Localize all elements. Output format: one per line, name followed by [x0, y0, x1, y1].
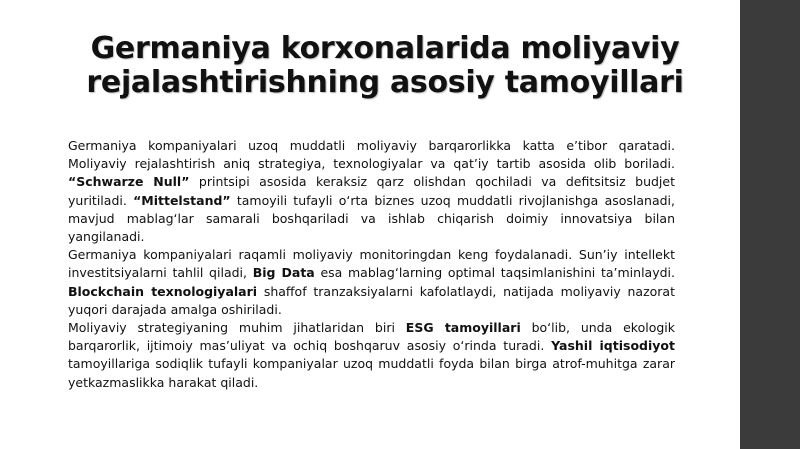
- side-bar: [740, 0, 800, 449]
- slide-body: [68, 137, 675, 392]
- paragraph-3: [68, 319, 675, 392]
- slide-title-line-1: Germaniya korxonalarida moliyaviy: [90, 31, 680, 66]
- paragraph-2-text-3: shaffof tranzaksiyalarni kafolatlaydi, natijada moliyaviy nazorat yuqori darajada amalga oshiriladi.: [68, 283, 675, 317]
- paragraph-1-bold-2: “Mittelstand”: [133, 192, 231, 208]
- paragraph-3-text-1: Moliyaviy strategiyaning muhim jihatlaridan biri: [68, 320, 406, 336]
- paragraph-2-bold-2: Blockchain texnologiyalari: [68, 283, 258, 299]
- paragraph-2-bold-1: Big Data: [252, 265, 315, 281]
- paragraph-3-bold-2: Yashil iqtisodiyot: [551, 338, 675, 354]
- paragraph-3-bold-1: ESG tamoyillari: [405, 320, 521, 336]
- paragraph-3-text-3: tamoyillariga sodiqlik tufayli kompaniyalar uzoq muddatli foyda bilan birga atrof-muhitga zarar yetkazmaslikka harakat qiladi.: [68, 356, 675, 390]
- paragraph-1-bold-1: “Schwarze Null”: [68, 174, 190, 190]
- paragraph-2-text-1: Germaniya kompaniyalari raqamli moliyaviy monitoringdan keng foydalanadi. Sun’iy intellekt investitsiyalarni tahlil qiladi,: [68, 247, 675, 281]
- paragraph-1-text-3: tamoyili tufayli o‘rta biznes uzoq muddatli rivojlanishga asoslanadi, mavjud mablag‘lar samarali boshqariladi va ishlab chiqarish doimiy innovatsiya bilan yangilanadi.: [68, 192, 675, 245]
- paragraph-3-text-2: bo‘lib, unda ekologik barqarorlik, ijtimoiy mas’uliyat va ochiq boshqaruv asosiy o‘rinda turadi.: [68, 320, 675, 354]
- paragraph-1-text-1: Germaniya kompaniyalari uzoq muddatli moliyaviy barqarorlikka katta e’tibor qaratadi. Moliyaviy rejalashtirish aniq strategiya, texnologiyalar va qat’iy tartib asosida olib boriladi.: [68, 138, 675, 172]
- slide-title-line-2: rejalashtirishning asosiy tamoyillari: [86, 65, 684, 100]
- paragraph-2-text-2: esa mablag‘larning optimal taqsimlanishini ta’minlaydi.: [314, 265, 675, 281]
- paragraph-2: [68, 246, 675, 319]
- slide-title: [40, 32, 730, 100]
- paragraph-1-text-2: printsipi asosida keraksiz qarz olishdan qochiladi va defitsitsiz budjet yuritiladi.: [68, 174, 675, 208]
- paragraph-1: [68, 137, 675, 246]
